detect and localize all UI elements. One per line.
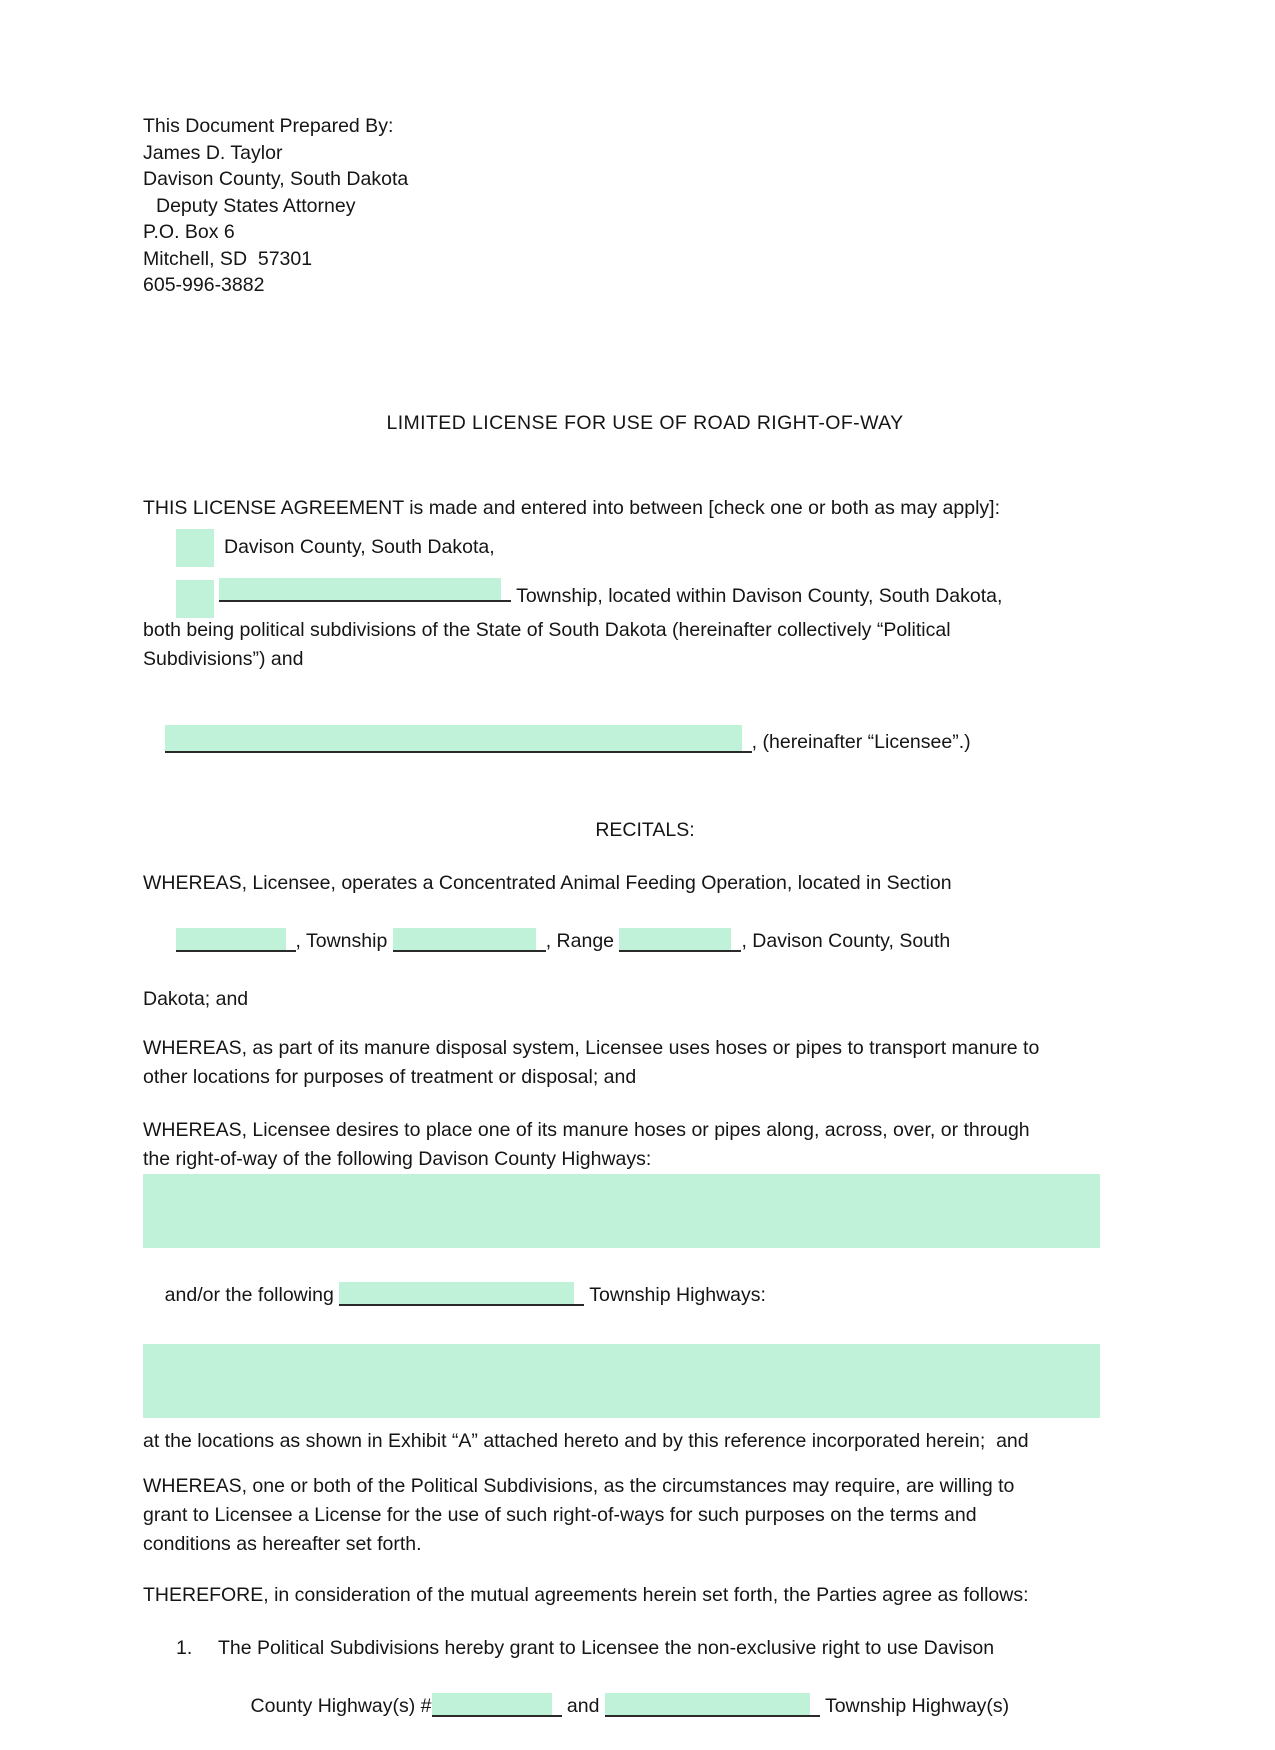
- option-county-row: [143, 529, 1105, 567]
- option-county-label: Davison County, South Dakota,: [224, 536, 495, 558]
- preparer-phone: 605-996-3882: [143, 274, 265, 296]
- township-field[interactable]: [393, 928, 546, 952]
- preparer-block: [143, 0, 1105, 299]
- whereas-cafo-line3: Dakota; and: [143, 987, 249, 1010]
- seg-tail: , Davison County, South: [741, 929, 951, 952]
- recitals-heading: RECITALS:: [595, 818, 695, 841]
- document-title: LIMITED LICENSE FOR USE OF ROAD RIGHT-OF-WAY: [386, 411, 904, 434]
- preparer-city-state-zip: Mitchell, SD 57301: [143, 247, 313, 270]
- option-township-label: Township, located within Davison County, South Dakota,: [511, 584, 1003, 607]
- item-1-line2: [218, 1663, 1105, 1750]
- list-item-1: [143, 1634, 1105, 1750]
- whereas-place-line2: the right-of-way of the following Davison County Highways:: [143, 1147, 652, 1170]
- therefore-paragraph: THEREFORE, in consideration of the mutual agreements herein set forth, the Parties agree as follows:: [143, 1583, 1029, 1606]
- andor-suffix: Township Highways:: [584, 1283, 766, 1306]
- locations-line: at the locations as shown in Exhibit “A” attached hereto and by this reference incorporated herein; and: [143, 1429, 1029, 1452]
- township-name-field-2[interactable]: [339, 1282, 584, 1306]
- township-highway-field[interactable]: [605, 1693, 820, 1717]
- option-township-line2: both being political subdivisions of the State of South Dakota (hereinafter collectively “Political: [143, 618, 951, 641]
- document-page: [143, 0, 1105, 1750]
- whereas-willing-paragraph: [143, 1472, 1105, 1559]
- highway-number-field[interactable]: [432, 1693, 562, 1717]
- licensee-row: [143, 696, 1105, 786]
- township-highways-field[interactable]: [143, 1344, 1100, 1418]
- township-name-field[interactable]: [219, 578, 511, 602]
- county-checkbox[interactable]: [176, 529, 214, 567]
- whereas-willing-line2: grant to Licensee a License for the use of such right-of-ways for such purposes on the terms and: [143, 1503, 977, 1526]
- whereas-place-line1: WHEREAS, Licensee desires to place one of its manure hoses or pipes along, across, over, or through: [143, 1118, 1030, 1141]
- seg-range: , Range: [545, 929, 620, 952]
- whereas-cafo-line1: WHEREAS, Licensee, operates a Concentrated Animal Feeding Operation, located in Section: [143, 871, 952, 894]
- range-field[interactable]: [619, 928, 741, 952]
- whereas-manure-line2: other locations for purposes of treatment or disposal; and: [143, 1065, 637, 1088]
- preparer-heading: This Document Prepared By:: [143, 115, 394, 137]
- andor-row: [143, 1252, 1105, 1339]
- preparer-po-box: P.O. Box 6: [143, 221, 235, 243]
- township-checkbox[interactable]: [176, 580, 214, 618]
- andor-prefix: and/or the following: [164, 1283, 340, 1306]
- item-1-line2-mid: and: [561, 1694, 605, 1717]
- licensee-suffix: , (hereinafter “Licensee”.): [751, 730, 971, 753]
- licensee-name-field[interactable]: [165, 725, 752, 753]
- whereas-willing-line1: WHEREAS, one or both of the Political Subdivisions, as the circumstances may require, are willing to: [143, 1474, 1015, 1497]
- item-1-line2-prefix: County Highway(s) #: [250, 1694, 432, 1717]
- whereas-cafo-line2: [143, 898, 1105, 985]
- whereas-manure-paragraph: [143, 1034, 1105, 1092]
- whereas-cafo-paragraph: [143, 869, 1105, 1014]
- preparer-title: Deputy States Attorney: [156, 194, 356, 217]
- option-township-line3: Subdivisions”) and: [143, 647, 304, 670]
- option-township-paragraph: [143, 578, 1105, 674]
- whereas-manure-line1: WHEREAS, as part of its manure disposal system, Licensee uses hoses or pipes to transport manure to: [143, 1036, 1040, 1059]
- item-1-number: 1.: [176, 1636, 193, 1659]
- intro-paragraph: THIS LICENSE AGREEMENT is made and entered into between [check one or both as may apply]:: [143, 496, 1000, 519]
- preparer-county: Davison County, South Dakota: [143, 168, 409, 190]
- item-1-line2-suffix: Township Highway(s): [819, 1694, 1010, 1717]
- option-township-row: [143, 578, 1105, 616]
- preparer-name: James D. Taylor: [143, 141, 283, 164]
- whereas-willing-line3: conditions as hereafter set forth.: [143, 1532, 422, 1555]
- whereas-place-paragraph: [143, 1116, 1105, 1174]
- section-field[interactable]: [176, 928, 296, 952]
- seg-township: , Township: [295, 929, 393, 952]
- item-1-line1: The Political Subdivisions hereby grant to Licensee the non-exclusive right to use Davison: [218, 1636, 995, 1659]
- county-highways-field[interactable]: [143, 1174, 1100, 1248]
